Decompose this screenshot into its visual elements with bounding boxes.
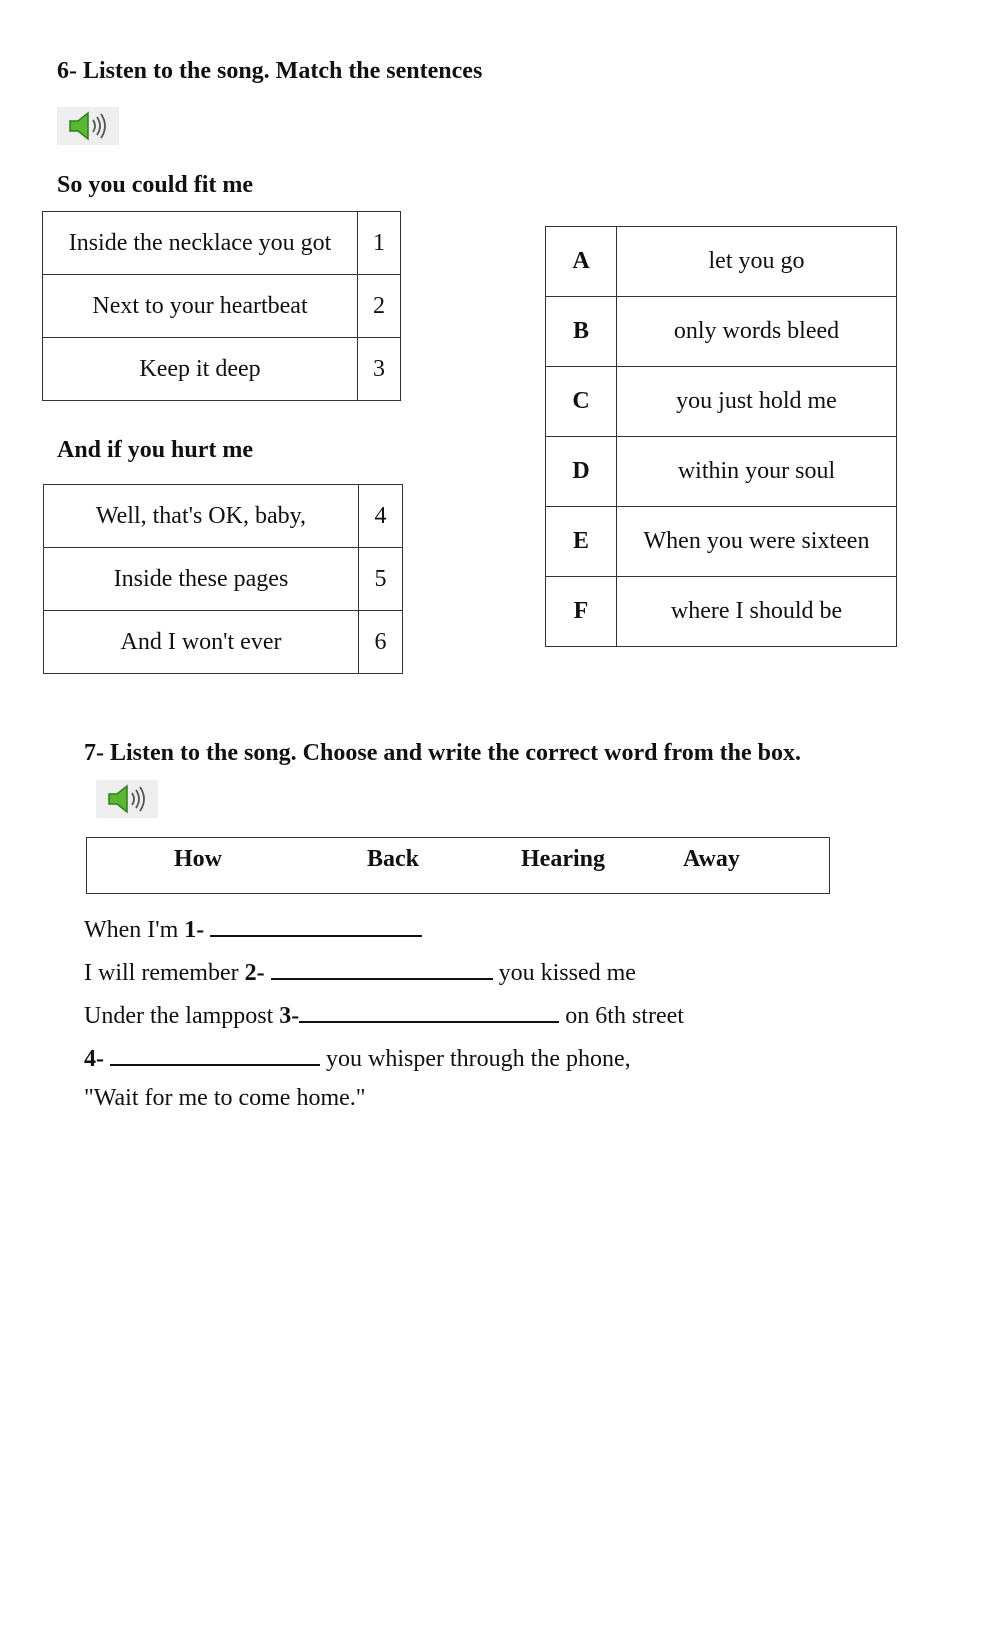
number-cell: 4 [359,485,403,548]
letter-cell: D [546,437,617,507]
table-row [546,227,897,297]
answer-blank-4[interactable] [110,1042,320,1066]
lyric-text: on 6th street [565,1003,684,1029]
answer-cell: only words bleed [617,297,897,367]
table-row [43,275,401,338]
number-cell: 2 [358,275,401,338]
letter-cell: A [546,227,617,297]
number-cell: 1 [358,212,401,275]
number-cell: 3 [358,338,401,401]
lyric-line-1 [84,913,422,944]
blank-number: 3- [279,1003,300,1029]
exercise-7-title: 7- Listen to the song. Choose and write the correct word from the box. [84,740,802,766]
phrase-cell: Keep it deep [43,338,358,401]
lyric-text: Under the lamppost [84,1003,280,1029]
lyric-line-4 [84,1042,631,1073]
lyric-line-3 [84,999,684,1030]
lyric-text: I will remember [84,960,245,986]
phrases-table-1 [42,211,401,401]
word-option: Away [683,846,740,872]
exercise-6-title: 6- Listen to the song. Match the sentences [57,58,483,84]
speaker-icon [103,783,151,815]
phrases-table-2 [43,484,403,674]
answer-blank-2[interactable] [271,956,493,980]
phrase-cell: Inside these pages [44,548,359,611]
phrase-cell: Next to your heartbeat [43,275,358,338]
lyric-line-2 [84,956,636,987]
lyric-text: you whisper through the phone, [326,1046,631,1072]
speaker-icon [64,110,112,142]
table-row [546,297,897,367]
letter-cell: F [546,577,617,647]
lyric-line-5: "Wait for me to come home." [84,1085,366,1111]
lyric-text: When I'm [84,917,185,943]
audio-button-6[interactable] [57,107,119,145]
word-box [86,837,830,894]
number-cell: 6 [359,611,403,674]
word-option: Back [367,846,420,872]
table-row [546,507,897,577]
table-row [546,437,897,507]
word-option: How [174,846,222,872]
letter-cell: C [546,367,617,437]
audio-button-7[interactable] [96,780,158,818]
table-row [546,367,897,437]
blank-number: 1- [184,917,205,943]
lyric-text: you kissed me [498,960,636,986]
table-row [546,577,897,647]
table-row [43,338,401,401]
answer-blank-3[interactable] [299,999,559,1023]
answer-blank-1[interactable] [210,913,422,937]
phrase-cell: And I won't ever [44,611,359,674]
answers-table [545,226,897,647]
answer-cell: where I should be [617,577,897,647]
phrase-cell: Well, that's OK, baby, [44,485,359,548]
blank-number: 2- [244,960,265,986]
answer-cell: let you go [617,227,897,297]
answer-cell: When you were sixteen [617,507,897,577]
answer-cell: within your soul [617,437,897,507]
letter-cell: B [546,297,617,367]
letter-cell: E [546,507,617,577]
word-option: Hearing [521,846,605,872]
blank-number: 4- [84,1046,104,1072]
group-2-heading: And if you hurt me [57,437,254,463]
table-row [44,611,403,674]
phrase-cell: Inside the necklace you got [43,212,358,275]
number-cell: 5 [359,548,403,611]
group-1-heading: So you could fit me [57,172,254,198]
answer-cell: you just hold me [617,367,897,437]
table-row [44,485,403,548]
table-row [43,212,401,275]
table-row [44,548,403,611]
